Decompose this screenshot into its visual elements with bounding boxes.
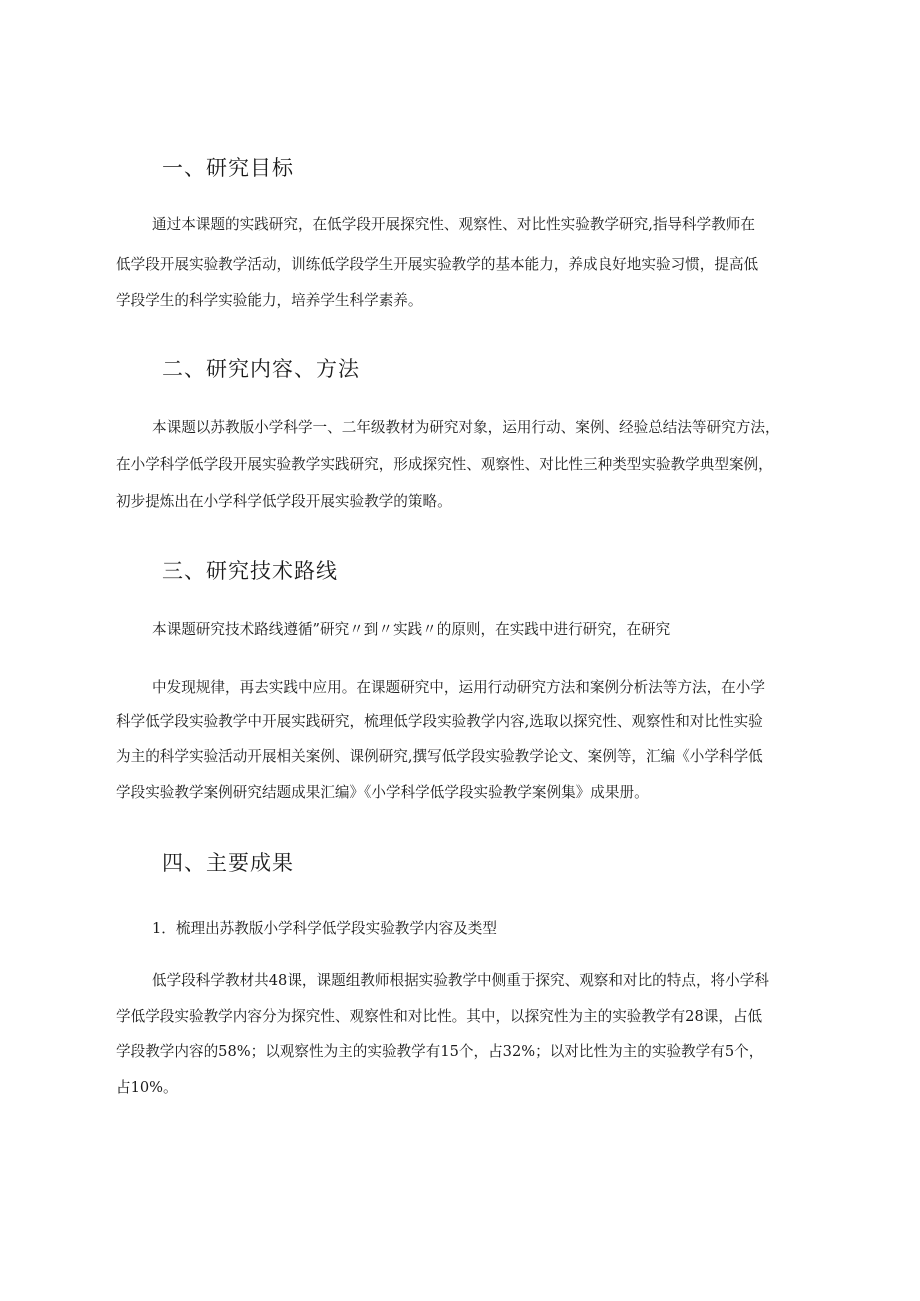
paragraph-line: 学段学生的科学实验能力，培养学生科学素养。	[116, 292, 423, 309]
paragraph-line: 通过本课题的实践研究，在低学段开展探究性、观察性、对比性实验教学研究,指导科学教师在	[152, 216, 755, 233]
paragraph-line: 在小学科学低学段开展实验教学实践研究，形成探究性、观察性、对比性三种类型实验教学典型案例，	[116, 456, 773, 473]
paragraph-line: 科学低学段实验教学中开展实践研究，梳理低学段实验教学内容,选取以探究性、观察性和对比性实验	[116, 713, 763, 730]
paragraph-line: 学低学段实验教学内容分为探究性、观察性和对比性。其中，以探究性为主的实验教学有28课，占低	[116, 1008, 763, 1025]
paragraph-line: 低学段开展实验教学活动，训练低学段学生开展实验教学的基本能力，养成良好地实验习惯，提高低	[116, 256, 759, 273]
section-heading-technical-route: 三、研究技术路线	[162, 559, 338, 583]
paragraph-line: 本课题以苏教版小学科学一、二年级教材为研究对象，运用行动、案例、经验总结法等研究方法，	[152, 419, 780, 436]
section-heading-goals: 一、研究目标	[162, 156, 294, 180]
paragraph-line: 学段实验教学案例研究结题成果汇编》《小学科学低学段实验教学案例集》成果册。	[116, 784, 649, 801]
paragraph-line: 低学段科学教材共48课，课题组教师根据实验教学中侧重于探究、观察和对比的特点，将小学科	[152, 972, 769, 989]
subsection-heading: 1．梳理出苏教版小学科学低学段实验教学内容及类型	[152, 920, 497, 937]
paragraph-line: 占10%。	[116, 1079, 178, 1096]
paragraph-line: 为主的科学实验活动开展相关案例、课例研究,撰写低学段实验教学论文、案例等，汇编《小学科学低	[116, 748, 763, 765]
section-heading-main-results: 四、主要成果	[162, 851, 294, 875]
paragraph-line: 初步提炼出在小学科学低学段开展实验教学的策略。	[116, 493, 452, 510]
paragraph-line: 中发现规律，再去实践中应用。在课题研究中，运用行动研究方法和案例分析法等方法，在小学	[152, 679, 765, 696]
paragraph-line: 学段教学内容的58%；以观察性为主的实验教学有15个，占32%；以对比性为主的实验教学有5个，	[116, 1043, 764, 1060]
section-heading-content-methods: 二、研究内容、方法	[162, 357, 360, 381]
paragraph-line: 本课题研究技术路线遵循”研究〃到〃实践〃的原则，在实践中进行研究，在研究	[152, 621, 671, 638]
